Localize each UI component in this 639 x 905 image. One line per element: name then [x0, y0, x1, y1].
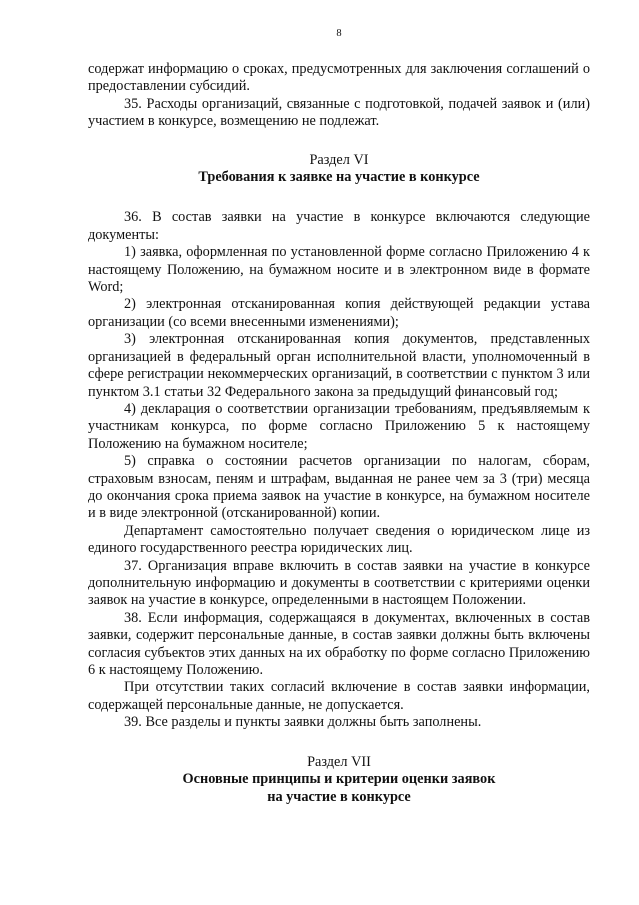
paragraph-38: 38. Если информация, содержащаяся в документах, включенных в состав заявки, содержит персональные данные, в состав заявки должны быть включены согласия субъектов этих данных на их обработку по форме согласно Приложению 6 к настоящему Положению.: [88, 609, 590, 678]
paragraph-37: 37. Организация вправе включить в состав заявки на участие в конкурсе дополнительную информацию и документы в соответствии с критериями оценки заявок на участие в конкурсе, определенными в настоящем Положении.: [88, 557, 590, 609]
paragraph-36-item-2: 2) электронная отсканированная копия действующей редакции устава организации (со всеми внесенными изменениями);: [88, 296, 590, 330]
section-7-label: Раздел VII: [307, 753, 371, 770]
paragraph-34-continuation: содержат информацию о сроках, предусмотренных для заключения соглашений о предоставлении субсидий.: [88, 61, 590, 95]
paragraph-36-department-note: Департамент самостоятельно получает сведения о юридическом лице из единого государственного реестра юридических лиц.: [88, 522, 590, 557]
section-6-body: [88, 209, 590, 731]
section-6-title: Требования к заявке на участие в конкурсе: [198, 169, 480, 186]
section-7-title-line-1: Основные принципы и критерии оценки заявок: [182, 771, 496, 788]
paragraph-36-item-1: 1) заявка, оформленная по установленной форме согласно Приложению 4 к настоящему Положению, на бумажном носите и в электронном виде в формате Word;: [88, 244, 590, 296]
document-page: [88, 28, 590, 806]
page-number: 8: [336, 28, 342, 39]
paragraph-36-item-5: 5) справка о состоянии расчетов организации по налогам, сборам, страховым взносам, пеням и штрафам, выданная не ранее чем за 3 (три) месяца до окончания срока приема заявок на участие в конкурсе, на бумажном носителе и в виде электронной (отсканированной) копии.: [88, 453, 590, 522]
paragraph-36: 36. В состав заявки на участие в конкурсе включаются следующие документы:: [88, 209, 590, 243]
section-6-label: Раздел VI: [309, 151, 369, 168]
paragraph-36-item-4: 4) декларация о соответствии организации требованиям, предъявляемым к участникам конкурса, по форме согласно Приложению 5 к настоящему Положению на бумажном носителе;: [88, 400, 590, 452]
paragraph-39: 39. Все разделы и пункты заявки должны быть заполнены.: [124, 714, 482, 731]
section-spacer: [88, 186, 590, 209]
paragraph-38-consent-note: При отсутствии таких согласий включение в состав заявки информации, содержащей персональные данные, не допускается.: [88, 679, 590, 713]
paragraph-36-item-3: 3) электронная отсканированная копия документов, представленных организацией в федеральный орган исполнительной власти, уполномоченный в сфере регистрации некоммерческих организаций, в соответствии с пунктом 3 или пунктом 3.1 статьи 32 Федерального закона за предыдущий финансовый год;: [88, 331, 590, 400]
section-7-title-line-2: на участие в конкурсе: [267, 788, 411, 805]
paragraphs-top: [88, 61, 590, 131]
paragraph-35: 35. Расходы организаций, связанные с подготовкой, подачей заявок и (или) участием в конкурсе, возмещению не подлежат.: [88, 95, 590, 130]
